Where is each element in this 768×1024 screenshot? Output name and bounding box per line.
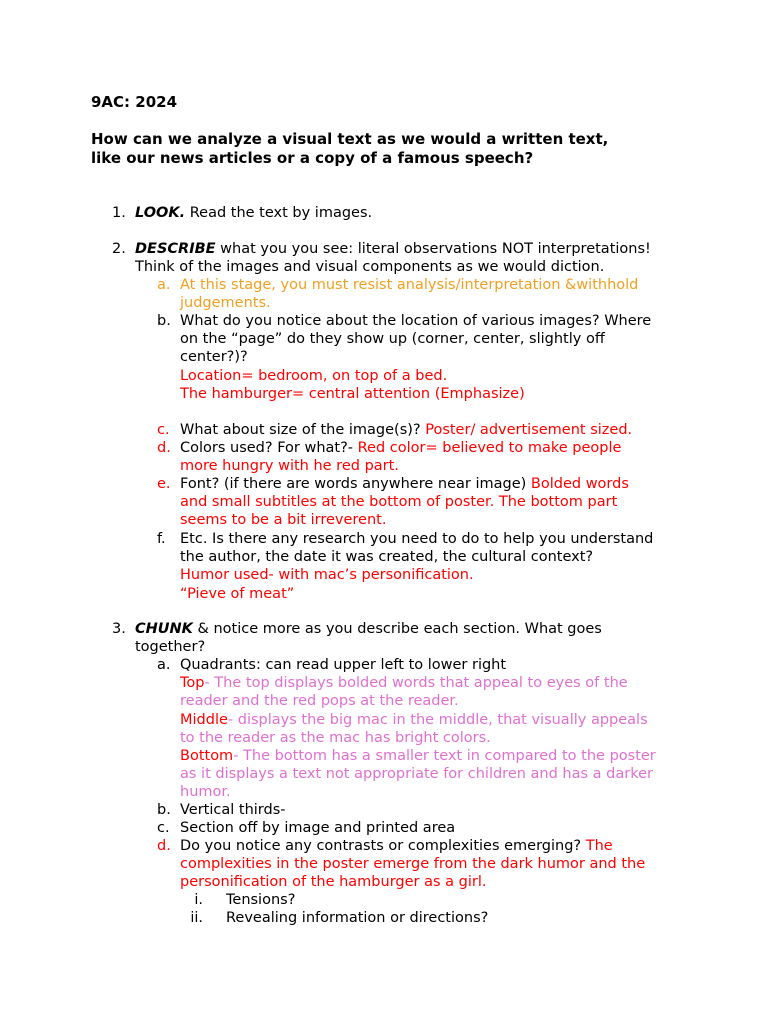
answer-text: personification of the hamburger as a girl. (180, 874, 487, 891)
sub-label: b. (157, 313, 171, 329)
answer-text: Red color= believed to make people (357, 440, 622, 456)
prompt-text: Do you notice any contrasts or complexities emerging? (180, 838, 586, 854)
prompt-text: Font? (if there are words anywhere near image) (180, 476, 531, 492)
step-text: & notice more as you describe each section. What goes (192, 621, 602, 637)
step-text: what you you see: literal observations NOT interpretations! (215, 241, 651, 257)
sub-label: b. (157, 802, 171, 818)
step-number: 1. (112, 205, 126, 221)
prompt-text: Etc. Is there any research you need to do to help you understand (180, 531, 654, 547)
sub-label: f. (157, 531, 166, 547)
answer-text: “Pieve of meat” (180, 585, 295, 602)
prompt-text: Colors used? For what?- (180, 440, 358, 456)
sub-label: d. (157, 440, 171, 456)
prompt-text: Vertical thirds- (180, 802, 286, 818)
step-keyword: DESCRIBE (135, 241, 216, 257)
answer-text: Location= bedroom, on top of a bed. (180, 367, 448, 384)
step-text: together? (135, 639, 206, 656)
step-number: 2. (112, 241, 126, 257)
answer-text: more hungry with he red part. (180, 458, 399, 475)
sub-label: e. (157, 476, 171, 492)
document-title: 9AC: 2024 (91, 93, 178, 111)
prompt-text: Revealing information or directions? (226, 910, 489, 926)
sub-label: d. (157, 838, 171, 854)
prompt-text: What about size of the image(s)? (180, 422, 426, 438)
answer-text: complexities in the poster emerge from the dark humor and the (180, 856, 646, 873)
answer-text: judgements. (180, 295, 271, 312)
prompt-text: center?)? (180, 349, 248, 366)
answer-text: seems to be a bit irreverent. (180, 512, 387, 529)
step-text: Read the text by images. (185, 205, 373, 221)
prompt-text: What do you notice about the location of various images? Where (180, 313, 652, 329)
prompt-text: on the “page” do they show up (corner, center, slightly off (180, 331, 605, 348)
prompt-text: the author, the date it was created, the cultural context? (180, 549, 594, 566)
prompt-text: Tensions? (226, 892, 296, 908)
quadrant-label-middle: Middle (180, 711, 228, 728)
answer-text: Poster/ advertisement sized. (425, 422, 633, 438)
answer-text: The hamburger= central attention (Emphasize) (180, 385, 525, 402)
answer-text: At this stage, you must resist analysis/interpretation &withhold (180, 277, 639, 293)
prompt-text: Section off by image and printed area (180, 820, 456, 836)
sub-label: a. (157, 277, 171, 293)
quadrant-label-bottom: Bottom (180, 748, 234, 765)
step-number: 3. (112, 621, 126, 637)
answer-text: Humor used- with mac’s personification. (180, 567, 474, 584)
answer-text: - The top displays bolded words that appeal to eyes of the (204, 675, 628, 692)
sub-label: c. (157, 422, 170, 438)
question-line: How can we analyze a visual text as we would a written text, (91, 130, 609, 148)
answer-text: - The bottom has a smaller text in compared to the poster (233, 748, 656, 765)
answer-text: Bolded words (530, 476, 629, 492)
step-keyword: CHUNK (135, 621, 193, 637)
sub-label: c. (157, 820, 170, 836)
guiding-question (91, 130, 691, 168)
step-text: Think of the images and visual components as we would diction. (135, 259, 605, 276)
answer-text: and small subtitles at the bottom of poster. The bottom part (180, 494, 618, 511)
step-keyword: LOOK. (135, 205, 186, 221)
answer-text: reader and the red pops at the reader. (180, 693, 459, 710)
roman-label: i. (194, 892, 203, 908)
answer-text: to the reader as the mac has bright colors. (180, 729, 491, 746)
prompt-text: Quadrants: can read upper left to lower right (180, 657, 507, 673)
answer-text: The (585, 838, 613, 854)
quadrant-label-top: Top (180, 675, 205, 692)
roman-label: ii. (190, 910, 203, 926)
question-line: like our news articles or a copy of a famous speech? (91, 149, 534, 167)
answer-text: humor. (180, 784, 231, 801)
answer-text: as it displays a text not appropriate for children and has a darker (180, 766, 653, 783)
sub-label: a. (157, 657, 171, 673)
answer-text: - displays the big mac in the middle, that visually appeals (227, 711, 648, 728)
